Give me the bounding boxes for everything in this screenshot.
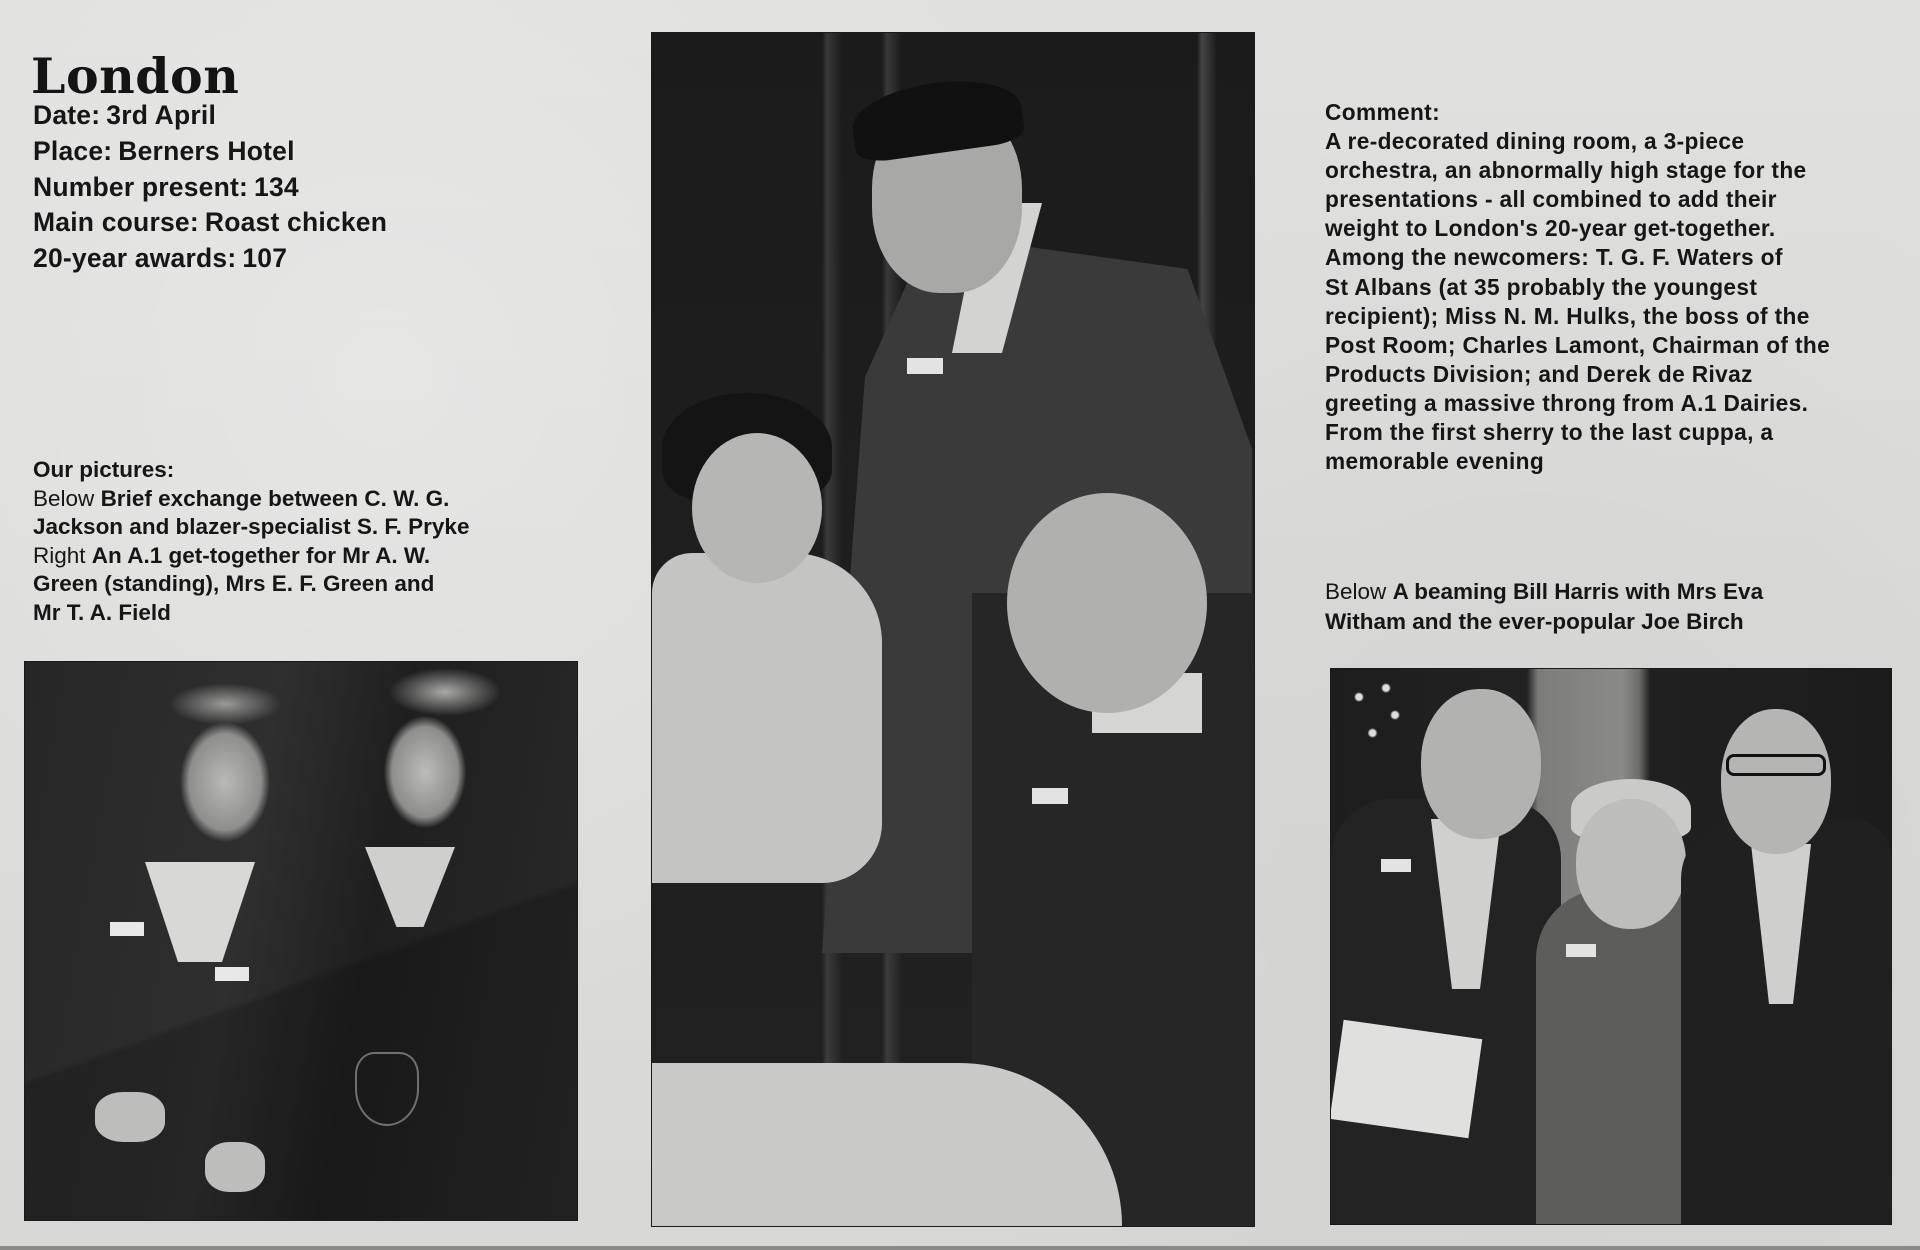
name-badge <box>1381 859 1411 872</box>
caption-direction-right: Right <box>33 542 86 568</box>
comment-heading: Comment: <box>1325 99 1440 125</box>
pictures-caption: Our pictures: Below Brief exchange between C. W. G. Jackson and blazer-specialist S. F. Pryke Right An A.1 get-together for Mr A. W. Green (standing), Mrs E. F. Green and Mr T. A. Field <box>33 456 593 628</box>
page-edge <box>0 1246 1920 1250</box>
photo-jackson-pryke <box>24 661 578 1221</box>
glasses-icon <box>1726 754 1826 776</box>
fact-place: Place: Berners Hotel <box>33 135 295 166</box>
caption-heading: Our pictures: <box>33 457 175 482</box>
name-badge <box>110 922 144 936</box>
right-photo-caption: Below A beaming Bill Harris with Mrs Eva Witham and the ever-popular Joe Birch <box>1325 579 1764 634</box>
fact-awards: 20-year awards: 107 <box>33 243 288 274</box>
photo-green-field <box>651 32 1255 1227</box>
fact-number-present: Number present: 134 <box>33 171 299 202</box>
fact-main-course: Main course: Roast chicken <box>33 207 388 238</box>
comment-block: Comment: A re-decorated dining room, a 3-piece orchestra, an abnormally high stage for the presentations - all combined to add their weight to London's 20-year get-together. Among the newcomers: T. G. F. Waters of St Albans (at 35 probably the youngest recipient); Miss N. M. Hulks, the boss of the Post Room; Charles Lamont, Chairman of the Products Division; and Derek de Rivaz greeting a massive throng from A.1 Dairies. From the first sherry to the last cuppa, a memorable evening <box>1325 98 1915 476</box>
name-badge <box>215 967 249 981</box>
name-badge <box>1566 944 1596 957</box>
page-title: London <box>31 46 240 105</box>
blazer-crest-icon <box>355 1052 419 1126</box>
photo-harris-witham-birch <box>1330 668 1892 1225</box>
chandelier-lights <box>1341 679 1431 769</box>
name-badge <box>1032 788 1068 804</box>
caption-direction-below: Below <box>33 485 95 511</box>
caption-direction-below: Below <box>1325 579 1387 604</box>
event-facts <box>33 98 387 277</box>
fact-date: Date: 3rd April <box>33 100 217 130</box>
name-badge <box>907 358 943 374</box>
